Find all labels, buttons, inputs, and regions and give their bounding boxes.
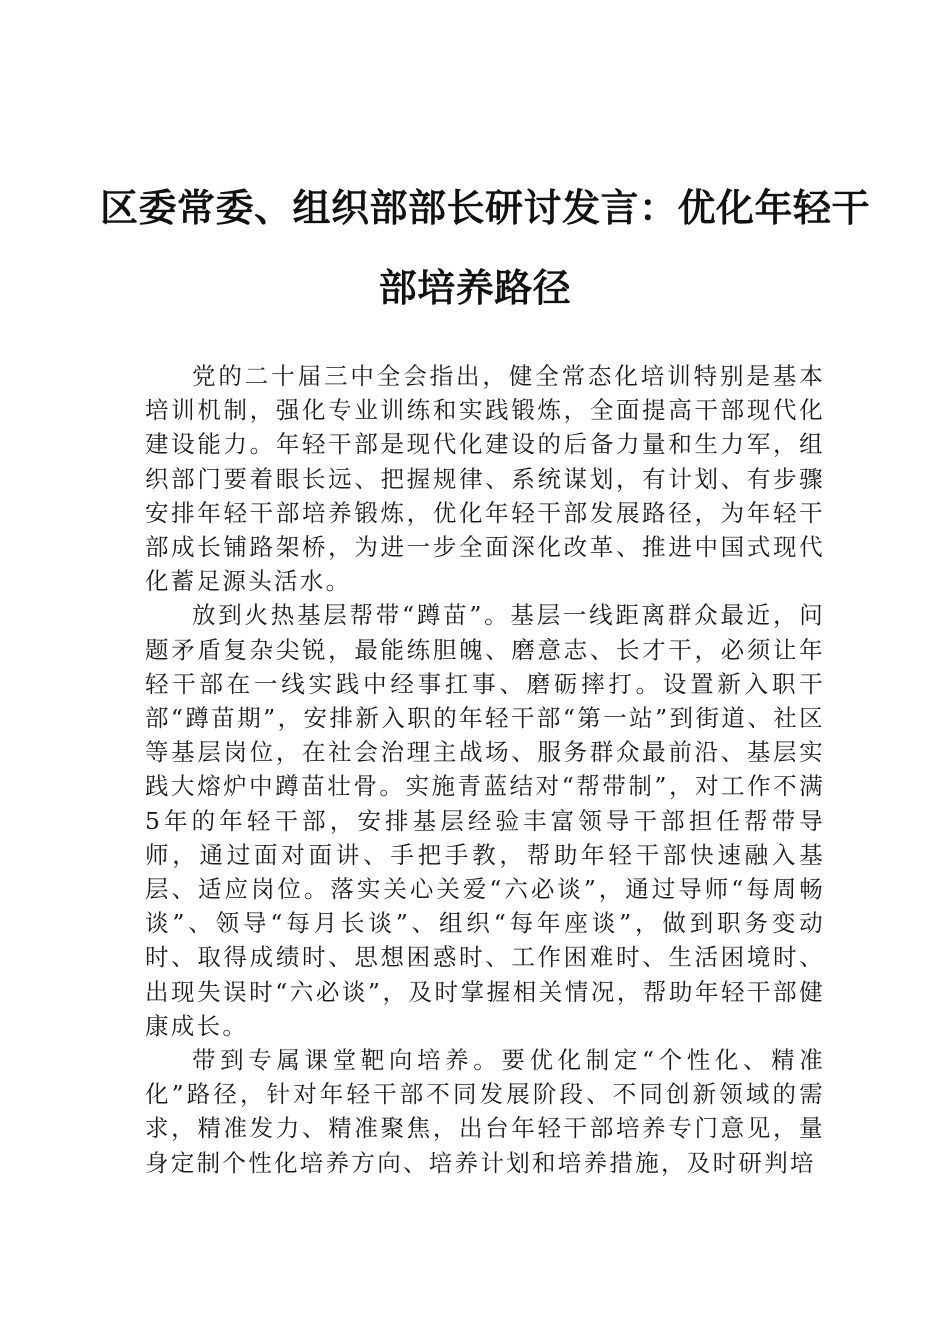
paragraph-intro: 党的二十届三中全会指出，健全常态化培训特别是基本培训机制，强化专业训练和实践锻炼，全面提高干部现代化建设能力。年轻干部是现代化建设的后备力量和生力军，组织部门要着眼长远、把握规律、系统谋划，有计划、有步骤安排年轻干部培养锻炼，优化年轻干部发展路径，为年轻干部成长铺路架桥，为进一步全面深化改革、推进中国式现代化蓄足源头活水。 bbox=[145, 362, 825, 596]
document-title bbox=[100, 168, 871, 328]
document-body bbox=[145, 359, 825, 1180]
title-line-1: 区委常委、组织部部长研讨发言：优化年轻干 bbox=[100, 186, 871, 230]
paragraph-grassroots: 放到火热基层帮带“蹲苗”。基层一线距离群众最近，问题矛盾复杂尖锐，最能练胆魄、磨意志、长才干，必须让年轻干部在一线实践中经事扛事、磨砺摔打。设置新入职干部“蹲苗期”，安排新入职的年轻干部“第一站”到街道、社区等基层岗位，在社会治理主战场、服务群众最前沿、基层实践大熔炉中蹲苗壮骨。实施青蓝结对“帮带制”，对工作不满5年的年轻干部，安排基层经验丰富领导干部担任帮带导师，通过面对面讲、手把手教，帮助年轻干部快速融入基层、适应岗位。落实关心关爱“六必谈”，通过导师“每周畅谈”、领导“每月长谈”、组织“每年座谈”，做到职务变动时、取得成绩时、思想困惑时、工作困难时、生活困境时、出现失误时“六必谈”，及时掌握相关情况，帮助年轻干部健康成长。 bbox=[145, 601, 825, 1040]
title-line-2: 部培养路径 bbox=[378, 266, 572, 310]
paragraph-classroom: 带到专属课堂靶向培养。要优化制定“个性化、精准化”路径，针对年轻干部不同发展阶段、不同创新领域的需求，精准发力、精准聚焦，出台年轻干部培养专门意见，量身定制个性化培养方向、培养计划和培养措施，及时研判培 bbox=[145, 1046, 825, 1177]
